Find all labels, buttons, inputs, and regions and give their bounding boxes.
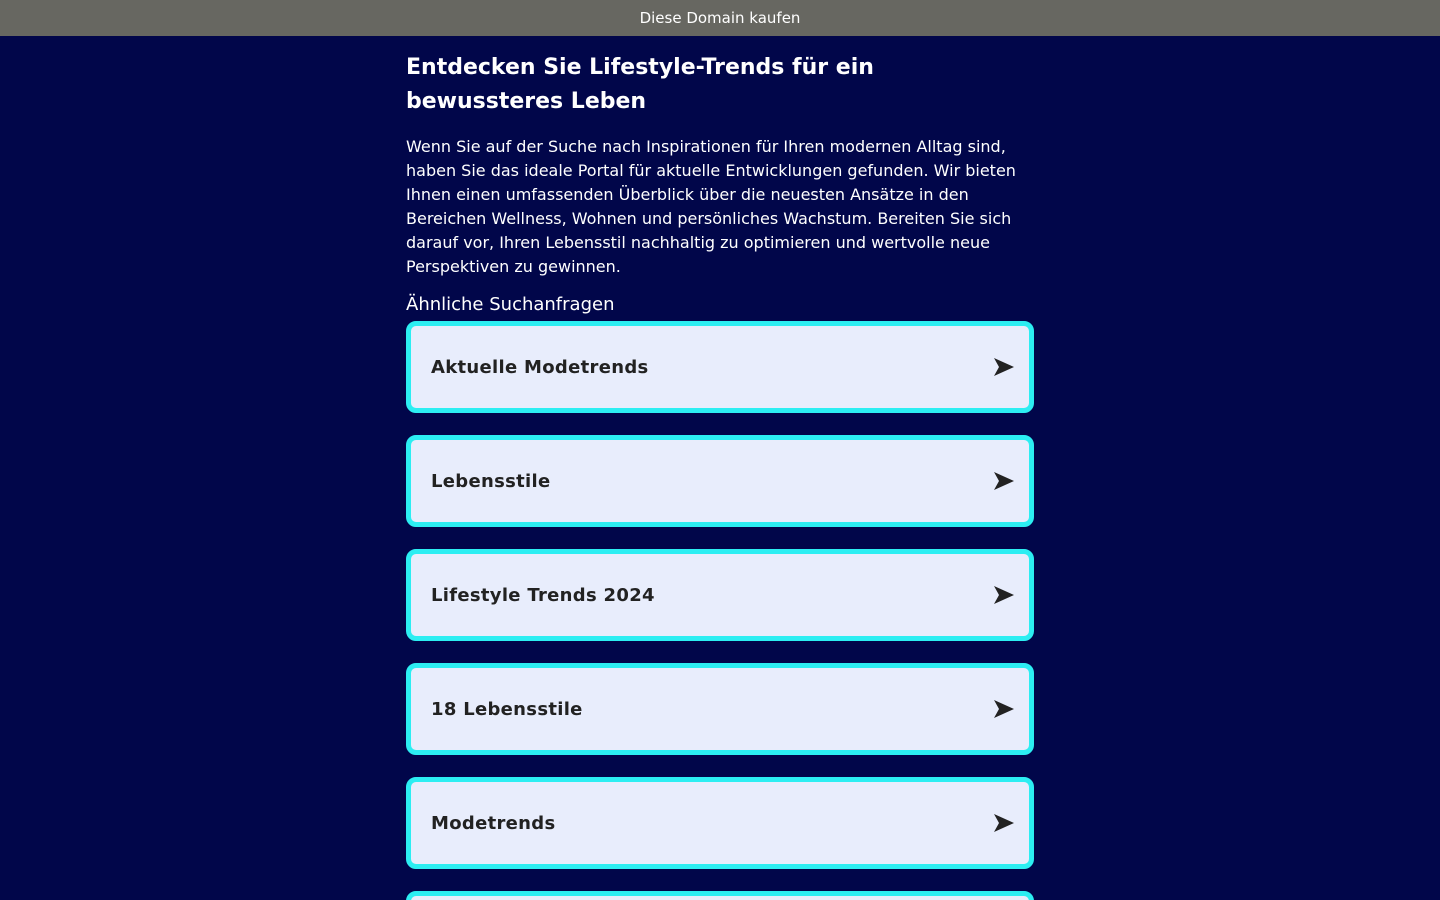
arrow-right-icon (993, 699, 1015, 719)
related-search-link[interactable] (406, 321, 1034, 413)
related-search-label: Modetrends (431, 812, 556, 834)
arrow-right-icon (993, 813, 1015, 833)
page-title: Entdecken Sie Lifestyle-Trends für ein bewussteres Leben (406, 55, 874, 114)
page-description: Wenn Sie auf der Suche nach Inspirationen für Ihren modernen Alltag sind, haben Sie das ideale Portal für aktuelle Entwicklungen gefunden. Wir bieten Ihnen einen umfassenden Überblick über die neuesten Ansätze in den Bereichen Wellness, Wohnen und persönliches Wachstum. Bereiten Sie sich darauf vor, Ihren Lebensstil nachhaltig zu optimieren und wertvolle neue Perspektiven zu gewinnen. (406, 137, 1016, 276)
related-search-link[interactable] (406, 663, 1034, 755)
related-search-link[interactable] (406, 549, 1034, 641)
arrow-right-icon (993, 471, 1015, 491)
related-searches-list (406, 321, 1034, 900)
related-search-link[interactable] (406, 435, 1034, 527)
related-search-label: 18 Lebensstile (431, 698, 583, 720)
buy-domain-bar[interactable] (0, 0, 1440, 36)
related-search-link[interactable] (406, 777, 1034, 869)
main-content (406, 36, 1034, 900)
related-searches-title: Ähnliche Suchanfragen (406, 294, 615, 315)
related-search-label: Lebensstile (431, 470, 551, 492)
related-search-label: Aktuelle Modetrends (431, 356, 649, 378)
arrow-right-icon (993, 357, 1015, 377)
related-search-link[interactable] (406, 891, 1034, 900)
related-search-label: Lifestyle Trends 2024 (431, 584, 655, 606)
arrow-right-icon (993, 585, 1015, 605)
buy-domain-label: Diese Domain kaufen (639, 9, 801, 27)
